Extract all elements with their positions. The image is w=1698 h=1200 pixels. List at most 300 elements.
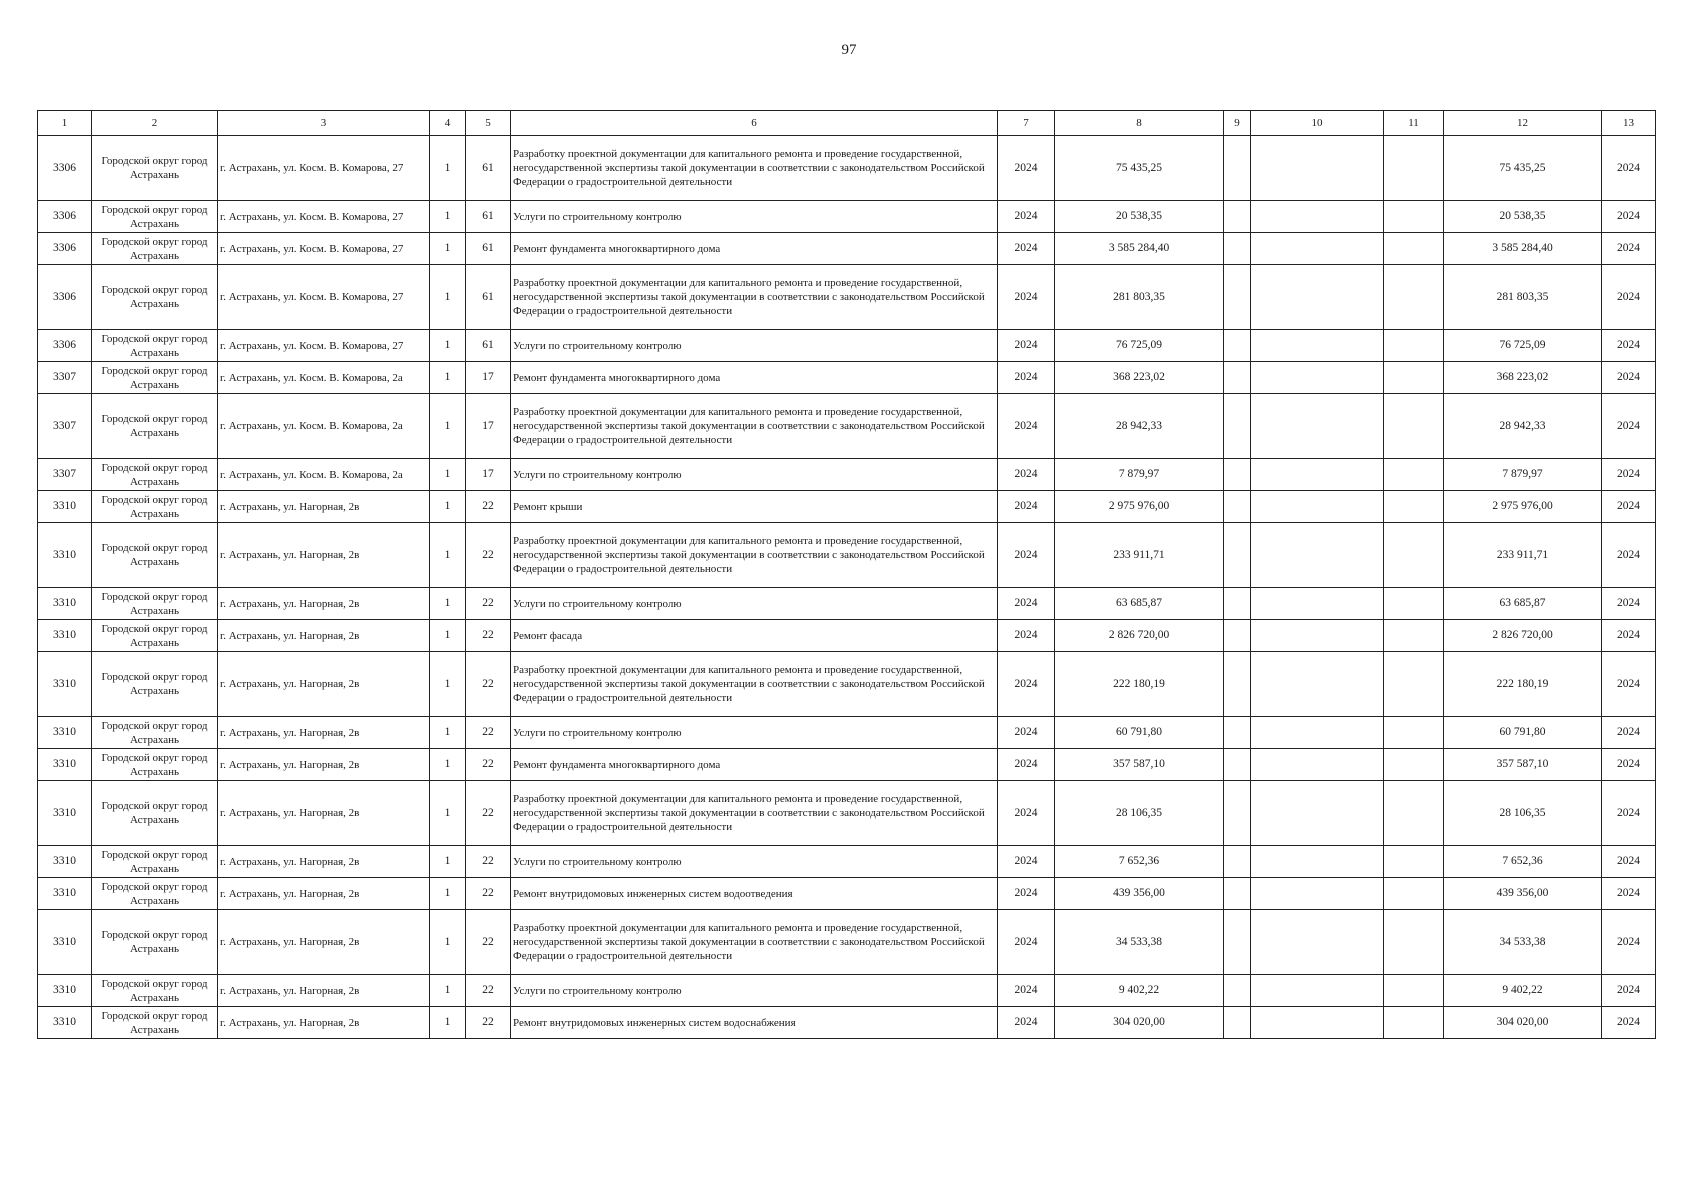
cell-amount: 3 585 284,40 xyxy=(1055,233,1224,265)
cell-work-type: Услуги по строительному контролю xyxy=(511,717,998,749)
cell-col11 xyxy=(1384,233,1444,265)
table-row xyxy=(38,523,1656,588)
cell-total: 368 223,02 xyxy=(1444,362,1602,394)
column-header: 8 xyxy=(1055,111,1224,136)
cell-end-year: 2024 xyxy=(1602,975,1656,1007)
cell-work-type: Ремонт фундамента многоквартирного дома xyxy=(511,749,998,781)
cell-col5: 22 xyxy=(466,717,511,749)
cell-col4: 1 xyxy=(430,910,466,975)
cell-address: г. Астрахань, ул. Косм. В. Комарова, 27 xyxy=(218,201,430,233)
cell-municipality: Городской округ город Астрахань xyxy=(92,459,218,491)
cell-municipality: Городской округ город Астрахань xyxy=(92,201,218,233)
cell-col4: 1 xyxy=(430,975,466,1007)
cell-col9 xyxy=(1224,330,1251,362)
table-row xyxy=(38,362,1656,394)
cell-work-type: Разработку проектной документации для капитального ремонта и проведение государственной, негосударственной экспертизы такой документации в соответствии с законодательством Российской Федерации о градостроительной деятельности xyxy=(511,265,998,330)
cell-amount: 357 587,10 xyxy=(1055,749,1224,781)
table-row xyxy=(38,1007,1656,1039)
cell-col4: 1 xyxy=(430,588,466,620)
cell-col4: 1 xyxy=(430,362,466,394)
cell-end-year: 2024 xyxy=(1602,620,1656,652)
cell-col11 xyxy=(1384,588,1444,620)
cell-address: г. Астрахань, ул. Косм. В. Комарова, 2а xyxy=(218,362,430,394)
cell-total: 2 975 976,00 xyxy=(1444,491,1602,523)
cell-year: 2024 xyxy=(998,975,1055,1007)
cell-col11 xyxy=(1384,975,1444,1007)
cell-house-id: 3307 xyxy=(38,459,92,491)
column-header: 6 xyxy=(511,111,998,136)
column-header: 11 xyxy=(1384,111,1444,136)
cell-year: 2024 xyxy=(998,265,1055,330)
table-row xyxy=(38,781,1656,846)
cell-address: г. Астрахань, ул. Нагорная, 2в xyxy=(218,781,430,846)
cell-col9 xyxy=(1224,878,1251,910)
cell-col9 xyxy=(1224,136,1251,201)
cell-municipality: Городской округ город Астрахань xyxy=(92,394,218,459)
cell-col10 xyxy=(1251,781,1384,846)
column-header: 9 xyxy=(1224,111,1251,136)
cell-address: г. Астрахань, ул. Нагорная, 2в xyxy=(218,652,430,717)
cell-col9 xyxy=(1224,910,1251,975)
table-row xyxy=(38,878,1656,910)
cell-municipality: Городской округ город Астрахань xyxy=(92,781,218,846)
cell-address: г. Астрахань, ул. Нагорная, 2в xyxy=(218,620,430,652)
cell-col10 xyxy=(1251,362,1384,394)
cell-address: г. Астрахань, ул. Нагорная, 2в xyxy=(218,846,430,878)
table-row xyxy=(38,233,1656,265)
cell-house-id: 3310 xyxy=(38,1007,92,1039)
cell-col9 xyxy=(1224,588,1251,620)
cell-col10 xyxy=(1251,265,1384,330)
cell-amount: 439 356,00 xyxy=(1055,878,1224,910)
cell-col4: 1 xyxy=(430,717,466,749)
cell-col9 xyxy=(1224,201,1251,233)
cell-end-year: 2024 xyxy=(1602,362,1656,394)
cell-total: 76 725,09 xyxy=(1444,330,1602,362)
cell-year: 2024 xyxy=(998,878,1055,910)
cell-col5: 22 xyxy=(466,749,511,781)
cell-col10 xyxy=(1251,846,1384,878)
cell-year: 2024 xyxy=(998,136,1055,201)
cell-col11 xyxy=(1384,394,1444,459)
cell-end-year: 2024 xyxy=(1602,265,1656,330)
cell-work-type: Разработку проектной документации для капитального ремонта и проведение государственной, негосударственной экспертизы такой документации в соответствии с законодательством Российской Федерации о градостроительной деятельности xyxy=(511,523,998,588)
cell-col10 xyxy=(1251,717,1384,749)
cell-year: 2024 xyxy=(998,588,1055,620)
cell-col9 xyxy=(1224,846,1251,878)
cell-col11 xyxy=(1384,265,1444,330)
cell-col10 xyxy=(1251,394,1384,459)
cell-work-type: Услуги по строительному контролю xyxy=(511,588,998,620)
cell-col5: 17 xyxy=(466,459,511,491)
header-row xyxy=(38,111,1656,136)
cell-address: г. Астрахань, ул. Косм. В. Комарова, 27 xyxy=(218,330,430,362)
table-row xyxy=(38,652,1656,717)
column-header: 4 xyxy=(430,111,466,136)
cell-house-id: 3306 xyxy=(38,201,92,233)
cell-amount: 281 803,35 xyxy=(1055,265,1224,330)
cell-col5: 17 xyxy=(466,394,511,459)
cell-amount: 63 685,87 xyxy=(1055,588,1224,620)
cell-address: г. Астрахань, ул. Нагорная, 2в xyxy=(218,749,430,781)
cell-work-type: Ремонт фундамента многоквартирного дома xyxy=(511,233,998,265)
cell-address: г. Астрахань, ул. Косм. В. Комарова, 27 xyxy=(218,265,430,330)
cell-address: г. Астрахань, ул. Нагорная, 2в xyxy=(218,910,430,975)
table-row xyxy=(38,265,1656,330)
cell-col5: 22 xyxy=(466,846,511,878)
cell-address: г. Астрахань, ул. Косм. В. Комарова, 2а xyxy=(218,394,430,459)
cell-year: 2024 xyxy=(998,781,1055,846)
cell-col11 xyxy=(1384,459,1444,491)
cell-work-type: Разработку проектной документации для капитального ремонта и проведение государственной, негосударственной экспертизы такой документации в соответствии с законодательством Российской Федерации о градостроительной деятельности xyxy=(511,910,998,975)
column-header: 13 xyxy=(1602,111,1656,136)
cell-col5: 22 xyxy=(466,781,511,846)
cell-house-id: 3310 xyxy=(38,652,92,717)
cell-work-type: Разработку проектной документации для капитального ремонта и проведение государственной, негосударственной экспертизы такой документации в соответствии с законодательством Российской Федерации о градостроительной деятельности xyxy=(511,781,998,846)
cell-house-id: 3310 xyxy=(38,588,92,620)
cell-work-type: Разработку проектной документации для капитального ремонта и проведение государственной, негосударственной экспертизы такой документации в соответствии с законодательством Российской Федерации о градостроительной деятельности xyxy=(511,394,998,459)
cell-house-id: 3310 xyxy=(38,749,92,781)
cell-municipality: Городской округ город Астрахань xyxy=(92,878,218,910)
cell-col4: 1 xyxy=(430,846,466,878)
cell-col11 xyxy=(1384,878,1444,910)
table-row xyxy=(38,394,1656,459)
cell-total: 2 826 720,00 xyxy=(1444,620,1602,652)
cell-amount: 28 106,35 xyxy=(1055,781,1224,846)
cell-year: 2024 xyxy=(998,652,1055,717)
table-row xyxy=(38,136,1656,201)
cell-col10 xyxy=(1251,910,1384,975)
cell-year: 2024 xyxy=(998,523,1055,588)
cell-col5: 61 xyxy=(466,233,511,265)
cell-house-id: 3306 xyxy=(38,136,92,201)
cell-col11 xyxy=(1384,717,1444,749)
cell-municipality: Городской округ город Астрахань xyxy=(92,588,218,620)
cell-col9 xyxy=(1224,717,1251,749)
cell-amount: 304 020,00 xyxy=(1055,1007,1224,1039)
cell-col11 xyxy=(1384,523,1444,588)
cell-col11 xyxy=(1384,330,1444,362)
cell-col5: 61 xyxy=(466,265,511,330)
cell-col4: 1 xyxy=(430,878,466,910)
cell-work-type: Ремонт фундамента многоквартирного дома xyxy=(511,362,998,394)
cell-year: 2024 xyxy=(998,491,1055,523)
table-row xyxy=(38,910,1656,975)
cell-end-year: 2024 xyxy=(1602,136,1656,201)
cell-work-type: Разработку проектной документации для капитального ремонта и проведение государственной, негосударственной экспертизы такой документации в соответствии с законодательством Российской Федерации о градостроительной деятельности xyxy=(511,652,998,717)
table-row xyxy=(38,330,1656,362)
cell-total: 63 685,87 xyxy=(1444,588,1602,620)
column-header: 10 xyxy=(1251,111,1384,136)
cell-total: 75 435,25 xyxy=(1444,136,1602,201)
cell-end-year: 2024 xyxy=(1602,233,1656,265)
cell-col4: 1 xyxy=(430,330,466,362)
cell-col9 xyxy=(1224,1007,1251,1039)
cell-house-id: 3310 xyxy=(38,523,92,588)
cell-col9 xyxy=(1224,975,1251,1007)
cell-end-year: 2024 xyxy=(1602,201,1656,233)
cell-municipality: Городской округ город Астрахань xyxy=(92,233,218,265)
cell-end-year: 2024 xyxy=(1602,394,1656,459)
cell-col4: 1 xyxy=(430,201,466,233)
cell-col11 xyxy=(1384,846,1444,878)
cell-amount: 75 435,25 xyxy=(1055,136,1224,201)
cell-col9 xyxy=(1224,652,1251,717)
cell-amount: 20 538,35 xyxy=(1055,201,1224,233)
cell-municipality: Городской округ город Астрахань xyxy=(92,362,218,394)
cell-municipality: Городской округ город Астрахань xyxy=(92,846,218,878)
cell-address: г. Астрахань, ул. Косм. В. Комарова, 27 xyxy=(218,233,430,265)
cell-amount: 2 975 976,00 xyxy=(1055,491,1224,523)
cell-col4: 1 xyxy=(430,620,466,652)
cell-col4: 1 xyxy=(430,233,466,265)
cell-col9 xyxy=(1224,491,1251,523)
cell-house-id: 3307 xyxy=(38,362,92,394)
cell-col11 xyxy=(1384,136,1444,201)
cell-col4: 1 xyxy=(430,749,466,781)
table-row xyxy=(38,717,1656,749)
cell-end-year: 2024 xyxy=(1602,717,1656,749)
cell-house-id: 3310 xyxy=(38,910,92,975)
cell-col10 xyxy=(1251,491,1384,523)
cell-col10 xyxy=(1251,201,1384,233)
cell-col9 xyxy=(1224,523,1251,588)
cell-year: 2024 xyxy=(998,620,1055,652)
table-body xyxy=(38,136,1656,1039)
cell-house-id: 3310 xyxy=(38,975,92,1007)
table-row xyxy=(38,491,1656,523)
cell-municipality: Городской округ город Астрахань xyxy=(92,749,218,781)
cell-amount: 2 826 720,00 xyxy=(1055,620,1224,652)
cell-col5: 61 xyxy=(466,330,511,362)
cell-year: 2024 xyxy=(998,459,1055,491)
table-row xyxy=(38,459,1656,491)
cell-col10 xyxy=(1251,330,1384,362)
cell-address: г. Астрахань, ул. Нагорная, 2в xyxy=(218,975,430,1007)
cell-col10 xyxy=(1251,523,1384,588)
cell-end-year: 2024 xyxy=(1602,781,1656,846)
cell-amount: 233 911,71 xyxy=(1055,523,1224,588)
cell-col4: 1 xyxy=(430,459,466,491)
cell-municipality: Городской округ город Астрахань xyxy=(92,523,218,588)
cell-col5: 22 xyxy=(466,652,511,717)
cell-amount: 368 223,02 xyxy=(1055,362,1224,394)
register-table xyxy=(37,110,1656,1039)
cell-work-type: Ремонт внутридомовых инженерных систем водоотведения xyxy=(511,878,998,910)
cell-amount: 60 791,80 xyxy=(1055,717,1224,749)
cell-col11 xyxy=(1384,362,1444,394)
cell-amount: 9 402,22 xyxy=(1055,975,1224,1007)
cell-col10 xyxy=(1251,233,1384,265)
cell-end-year: 2024 xyxy=(1602,523,1656,588)
cell-col10 xyxy=(1251,136,1384,201)
cell-year: 2024 xyxy=(998,846,1055,878)
column-header: 7 xyxy=(998,111,1055,136)
cell-house-id: 3306 xyxy=(38,330,92,362)
cell-total: 3 585 284,40 xyxy=(1444,233,1602,265)
cell-col4: 1 xyxy=(430,491,466,523)
cell-year: 2024 xyxy=(998,910,1055,975)
column-header: 2 xyxy=(92,111,218,136)
cell-col4: 1 xyxy=(430,781,466,846)
cell-address: г. Астрахань, ул. Нагорная, 2в xyxy=(218,491,430,523)
cell-col4: 1 xyxy=(430,136,466,201)
cell-total: 7 879,97 xyxy=(1444,459,1602,491)
column-header: 5 xyxy=(466,111,511,136)
cell-total: 281 803,35 xyxy=(1444,265,1602,330)
cell-col4: 1 xyxy=(430,265,466,330)
cell-address: г. Астрахань, ул. Нагорная, 2в xyxy=(218,523,430,588)
cell-work-type: Ремонт крыши xyxy=(511,491,998,523)
cell-total: 222 180,19 xyxy=(1444,652,1602,717)
cell-col10 xyxy=(1251,588,1384,620)
cell-total: 28 106,35 xyxy=(1444,781,1602,846)
cell-municipality: Городской округ город Астрахань xyxy=(92,717,218,749)
cell-municipality: Городской округ город Астрахань xyxy=(92,910,218,975)
cell-col10 xyxy=(1251,1007,1384,1039)
cell-col4: 1 xyxy=(430,652,466,717)
cell-col5: 22 xyxy=(466,878,511,910)
cell-house-id: 3307 xyxy=(38,394,92,459)
cell-col5: 61 xyxy=(466,201,511,233)
cell-col5: 22 xyxy=(466,523,511,588)
cell-col4: 1 xyxy=(430,1007,466,1039)
cell-address: г. Астрахань, ул. Нагорная, 2в xyxy=(218,717,430,749)
cell-col5: 22 xyxy=(466,491,511,523)
cell-end-year: 2024 xyxy=(1602,330,1656,362)
cell-col11 xyxy=(1384,620,1444,652)
cell-year: 2024 xyxy=(998,749,1055,781)
cell-house-id: 3306 xyxy=(38,265,92,330)
table-row xyxy=(38,846,1656,878)
cell-col9 xyxy=(1224,362,1251,394)
page-number: 97 xyxy=(841,42,857,58)
cell-col9 xyxy=(1224,233,1251,265)
cell-col11 xyxy=(1384,652,1444,717)
table-row xyxy=(38,749,1656,781)
cell-total: 233 911,71 xyxy=(1444,523,1602,588)
cell-col11 xyxy=(1384,201,1444,233)
cell-end-year: 2024 xyxy=(1602,749,1656,781)
cell-col11 xyxy=(1384,749,1444,781)
cell-municipality: Городской округ город Астрахань xyxy=(92,975,218,1007)
cell-house-id: 3310 xyxy=(38,846,92,878)
column-header: 12 xyxy=(1444,111,1602,136)
cell-work-type: Разработку проектной документации для капитального ремонта и проведение государственной, негосударственной экспертизы такой документации в соответствии с законодательством Российской Федерации о градостроительной деятельности xyxy=(511,136,998,201)
cell-col11 xyxy=(1384,1007,1444,1039)
cell-address: г. Астрахань, ул. Косм. В. Комарова, 27 xyxy=(218,136,430,201)
cell-total: 357 587,10 xyxy=(1444,749,1602,781)
table-row xyxy=(38,975,1656,1007)
cell-municipality: Городской округ город Астрахань xyxy=(92,652,218,717)
cell-col5: 22 xyxy=(466,620,511,652)
cell-col10 xyxy=(1251,878,1384,910)
cell-work-type: Ремонт внутридомовых инженерных систем водоснабжения xyxy=(511,1007,998,1039)
cell-address: г. Астрахань, ул. Нагорная, 2в xyxy=(218,1007,430,1039)
cell-col4: 1 xyxy=(430,523,466,588)
cell-municipality: Городской округ город Астрахань xyxy=(92,491,218,523)
cell-total: 20 538,35 xyxy=(1444,201,1602,233)
cell-col5: 22 xyxy=(466,975,511,1007)
cell-house-id: 3310 xyxy=(38,878,92,910)
cell-work-type: Услуги по строительному контролю xyxy=(511,846,998,878)
cell-total: 7 652,36 xyxy=(1444,846,1602,878)
cell-work-type: Услуги по строительному контролю xyxy=(511,330,998,362)
cell-house-id: 3310 xyxy=(38,491,92,523)
cell-end-year: 2024 xyxy=(1602,459,1656,491)
cell-col9 xyxy=(1224,459,1251,491)
cell-amount: 7 879,97 xyxy=(1055,459,1224,491)
cell-work-type: Услуги по строительному контролю xyxy=(511,459,998,491)
cell-end-year: 2024 xyxy=(1602,652,1656,717)
cell-municipality: Городской округ город Астрахань xyxy=(92,1007,218,1039)
cell-col10 xyxy=(1251,620,1384,652)
cell-work-type: Ремонт фасада xyxy=(511,620,998,652)
table-row xyxy=(38,588,1656,620)
cell-col9 xyxy=(1224,394,1251,459)
table-row xyxy=(38,201,1656,233)
cell-end-year: 2024 xyxy=(1602,491,1656,523)
cell-house-id: 3306 xyxy=(38,233,92,265)
cell-col9 xyxy=(1224,265,1251,330)
cell-end-year: 2024 xyxy=(1602,910,1656,975)
cell-house-id: 3310 xyxy=(38,781,92,846)
column-header: 3 xyxy=(218,111,430,136)
cell-col5: 61 xyxy=(466,136,511,201)
cell-year: 2024 xyxy=(998,717,1055,749)
cell-total: 9 402,22 xyxy=(1444,975,1602,1007)
cell-year: 2024 xyxy=(998,201,1055,233)
cell-col4: 1 xyxy=(430,394,466,459)
cell-year: 2024 xyxy=(998,362,1055,394)
cell-total: 439 356,00 xyxy=(1444,878,1602,910)
cell-work-type: Услуги по строительному контролю xyxy=(511,201,998,233)
column-header: 1 xyxy=(38,111,92,136)
cell-year: 2024 xyxy=(998,233,1055,265)
cell-municipality: Городской округ город Астрахань xyxy=(92,265,218,330)
cell-end-year: 2024 xyxy=(1602,846,1656,878)
table-row xyxy=(38,620,1656,652)
cell-year: 2024 xyxy=(998,394,1055,459)
cell-amount: 34 533,38 xyxy=(1055,910,1224,975)
cell-address: г. Астрахань, ул. Нагорная, 2в xyxy=(218,878,430,910)
cell-address: г. Астрахань, ул. Нагорная, 2в xyxy=(218,588,430,620)
cell-municipality: Городской округ город Астрахань xyxy=(92,620,218,652)
cell-year: 2024 xyxy=(998,1007,1055,1039)
cell-col5: 22 xyxy=(466,588,511,620)
cell-amount: 76 725,09 xyxy=(1055,330,1224,362)
cell-col11 xyxy=(1384,781,1444,846)
cell-address: г. Астрахань, ул. Косм. В. Комарова, 2а xyxy=(218,459,430,491)
cell-col9 xyxy=(1224,620,1251,652)
cell-house-id: 3310 xyxy=(38,620,92,652)
cell-total: 60 791,80 xyxy=(1444,717,1602,749)
cell-end-year: 2024 xyxy=(1602,1007,1656,1039)
cell-amount: 28 942,33 xyxy=(1055,394,1224,459)
cell-end-year: 2024 xyxy=(1602,878,1656,910)
cell-amount: 222 180,19 xyxy=(1055,652,1224,717)
cell-municipality: Городской округ город Астрахань xyxy=(92,136,218,201)
cell-col5: 17 xyxy=(466,362,511,394)
cell-col10 xyxy=(1251,975,1384,1007)
cell-col5: 22 xyxy=(466,910,511,975)
cell-col10 xyxy=(1251,652,1384,717)
cell-total: 304 020,00 xyxy=(1444,1007,1602,1039)
cell-col9 xyxy=(1224,781,1251,846)
cell-total: 28 942,33 xyxy=(1444,394,1602,459)
cell-end-year: 2024 xyxy=(1602,588,1656,620)
cell-col11 xyxy=(1384,491,1444,523)
